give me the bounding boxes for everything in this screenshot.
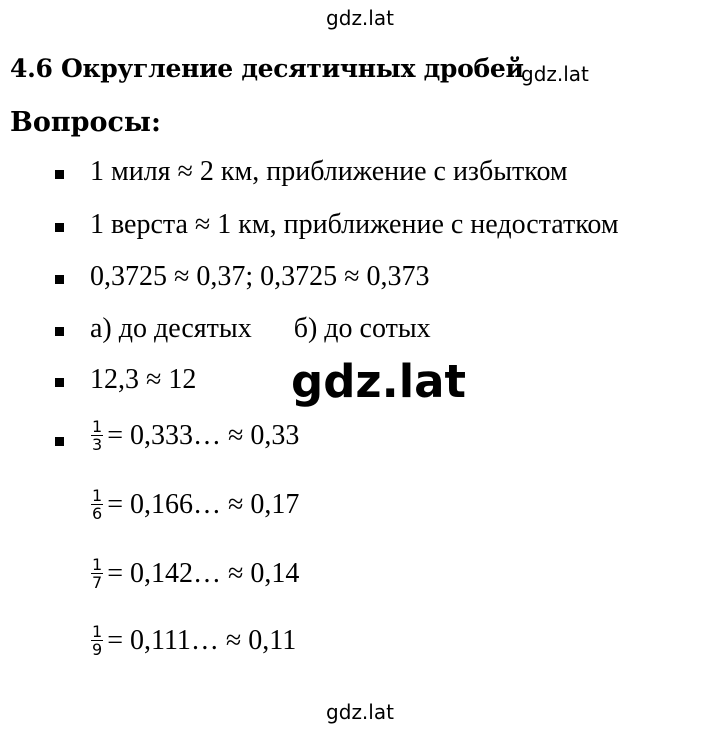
fraction-row <box>90 556 299 591</box>
list-item: 1 миля ≈ 2 км, приближение с избытком <box>90 156 568 187</box>
fraction-denominator: 7 <box>92 573 103 592</box>
fraction <box>90 623 104 658</box>
list-item: 1 верста ≈ 1 км, приближение с недостатком <box>90 209 619 240</box>
bullet-marker <box>55 437 64 446</box>
fraction-numerator: 1 <box>92 622 103 641</box>
fraction-value: = 0,142… ≈ 0,14 <box>107 557 300 589</box>
questions-heading: Вопросы: <box>10 107 161 138</box>
list-item: а) до десятых б) до сотых <box>90 313 431 344</box>
bullet-marker <box>55 275 64 284</box>
list-item: 12,3 ≈ 12 <box>90 364 197 395</box>
fraction-value: = 0,166… ≈ 0,17 <box>107 488 300 520</box>
fraction-row <box>90 623 296 658</box>
watermark-bottom: gdz.lat <box>326 700 394 724</box>
bullet-marker <box>55 170 64 179</box>
fraction-numerator: 1 <box>92 555 103 574</box>
fraction-denominator: 9 <box>92 640 103 659</box>
bullet-marker <box>55 223 64 232</box>
fraction-row <box>90 487 299 522</box>
list-item: 0,3725 ≈ 0,37; 0,3725 ≈ 0,373 <box>90 261 430 292</box>
fraction <box>90 487 104 522</box>
fraction-row <box>90 418 299 453</box>
watermark-large: gdz.lat <box>291 355 467 408</box>
watermark-title: gdz.lat <box>521 62 589 86</box>
fraction-denominator: 6 <box>92 504 103 523</box>
fraction-numerator: 1 <box>92 417 103 436</box>
fraction-value: = 0,333… ≈ 0,33 <box>107 419 300 451</box>
fraction <box>90 418 104 453</box>
fraction <box>90 556 104 591</box>
fraction-denominator: 3 <box>92 435 103 454</box>
watermark-top: gdz.lat <box>326 6 394 30</box>
bullet-marker <box>55 327 64 336</box>
fraction-value: = 0,111… ≈ 0,11 <box>107 624 297 656</box>
section-title: 4.6 Округление десятичных дробей <box>10 54 524 83</box>
fraction-numerator: 1 <box>92 486 103 505</box>
bullet-marker <box>55 378 64 387</box>
